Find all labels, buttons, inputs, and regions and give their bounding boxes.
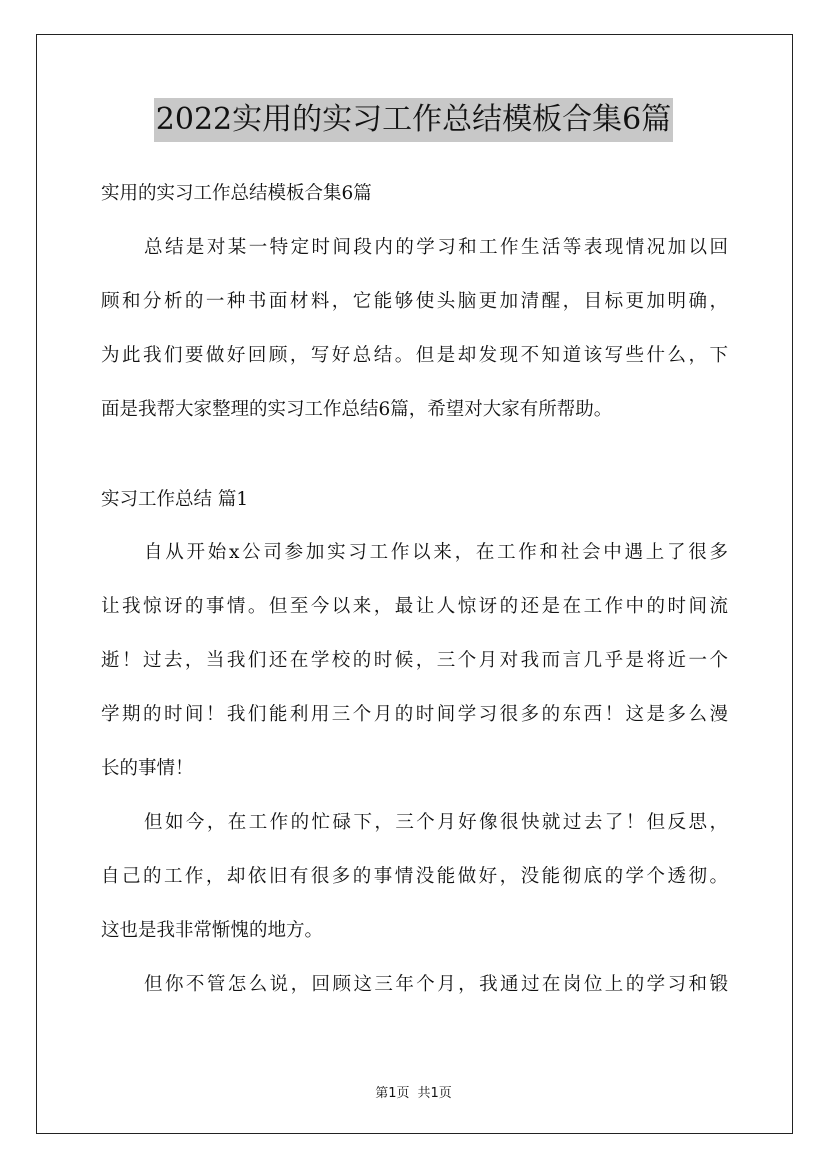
page-total: 共1页 xyxy=(417,1086,452,1101)
section-heading: 实习工作总结 篇1 xyxy=(101,489,249,510)
paragraph-line: 但如今，在工作的忙碌下，三个月好像很快就过去了！但反思， xyxy=(144,812,728,833)
paragraph-line: 学期的时间！我们能利用三个月的时间学习很多的东西！这是多么漫 xyxy=(101,704,728,725)
paragraph-2 xyxy=(101,805,728,949)
paragraph-line: 让我惊讶的事情。但至今以来，最让人惊讶的还是在工作中的时间流 xyxy=(101,596,728,617)
title-wrap xyxy=(0,98,827,142)
document-title: 2022实用的实习工作总结模板合集6篇 xyxy=(154,98,673,142)
paragraph-line: 自己的工作，却依旧有很多的事情没能做好，没能彻底的学个透彻。 xyxy=(101,866,728,887)
paragraph-1 xyxy=(101,535,728,787)
paragraph-line: 面是我帮大家整理的实习工作总结6篇，希望对大家有所帮助。 xyxy=(101,399,613,420)
paragraph-line: 逝！过去，当我们还在学校的时候，三个月对我而言几乎是将近一个 xyxy=(101,650,728,671)
page-number: 第1页 xyxy=(375,1086,410,1101)
paragraph-line: 长的事情！ xyxy=(101,758,194,779)
paragraph-line: 总结是对某一特定时间段内的学习和工作生活等表现情况加以回 xyxy=(144,237,728,258)
paragraph-line: 为此我们要做好回顾，写好总结。但是却发现不知道该写些什么，下 xyxy=(101,345,728,366)
paragraph-line: 自从开始x公司参加实习工作以来，在工作和社会中遇上了很多 xyxy=(144,542,728,563)
intro-paragraph xyxy=(101,230,728,428)
document-body xyxy=(101,176,728,1003)
document-subtitle: 实用的实习工作总结模板合集6篇 xyxy=(101,183,372,204)
page-footer xyxy=(0,1082,827,1101)
paragraph-3 xyxy=(101,967,728,1003)
paragraph-line: 顾和分析的一种书面材料，它能够使头脑更加清醒，目标更加明确， xyxy=(101,291,728,312)
paragraph-line: 这也是我非常惭愧的地方。 xyxy=(101,920,324,941)
paragraph-line: 但你不管怎么说，回顾这三年个月，我通过在岗位上的学习和锻 xyxy=(144,974,728,995)
